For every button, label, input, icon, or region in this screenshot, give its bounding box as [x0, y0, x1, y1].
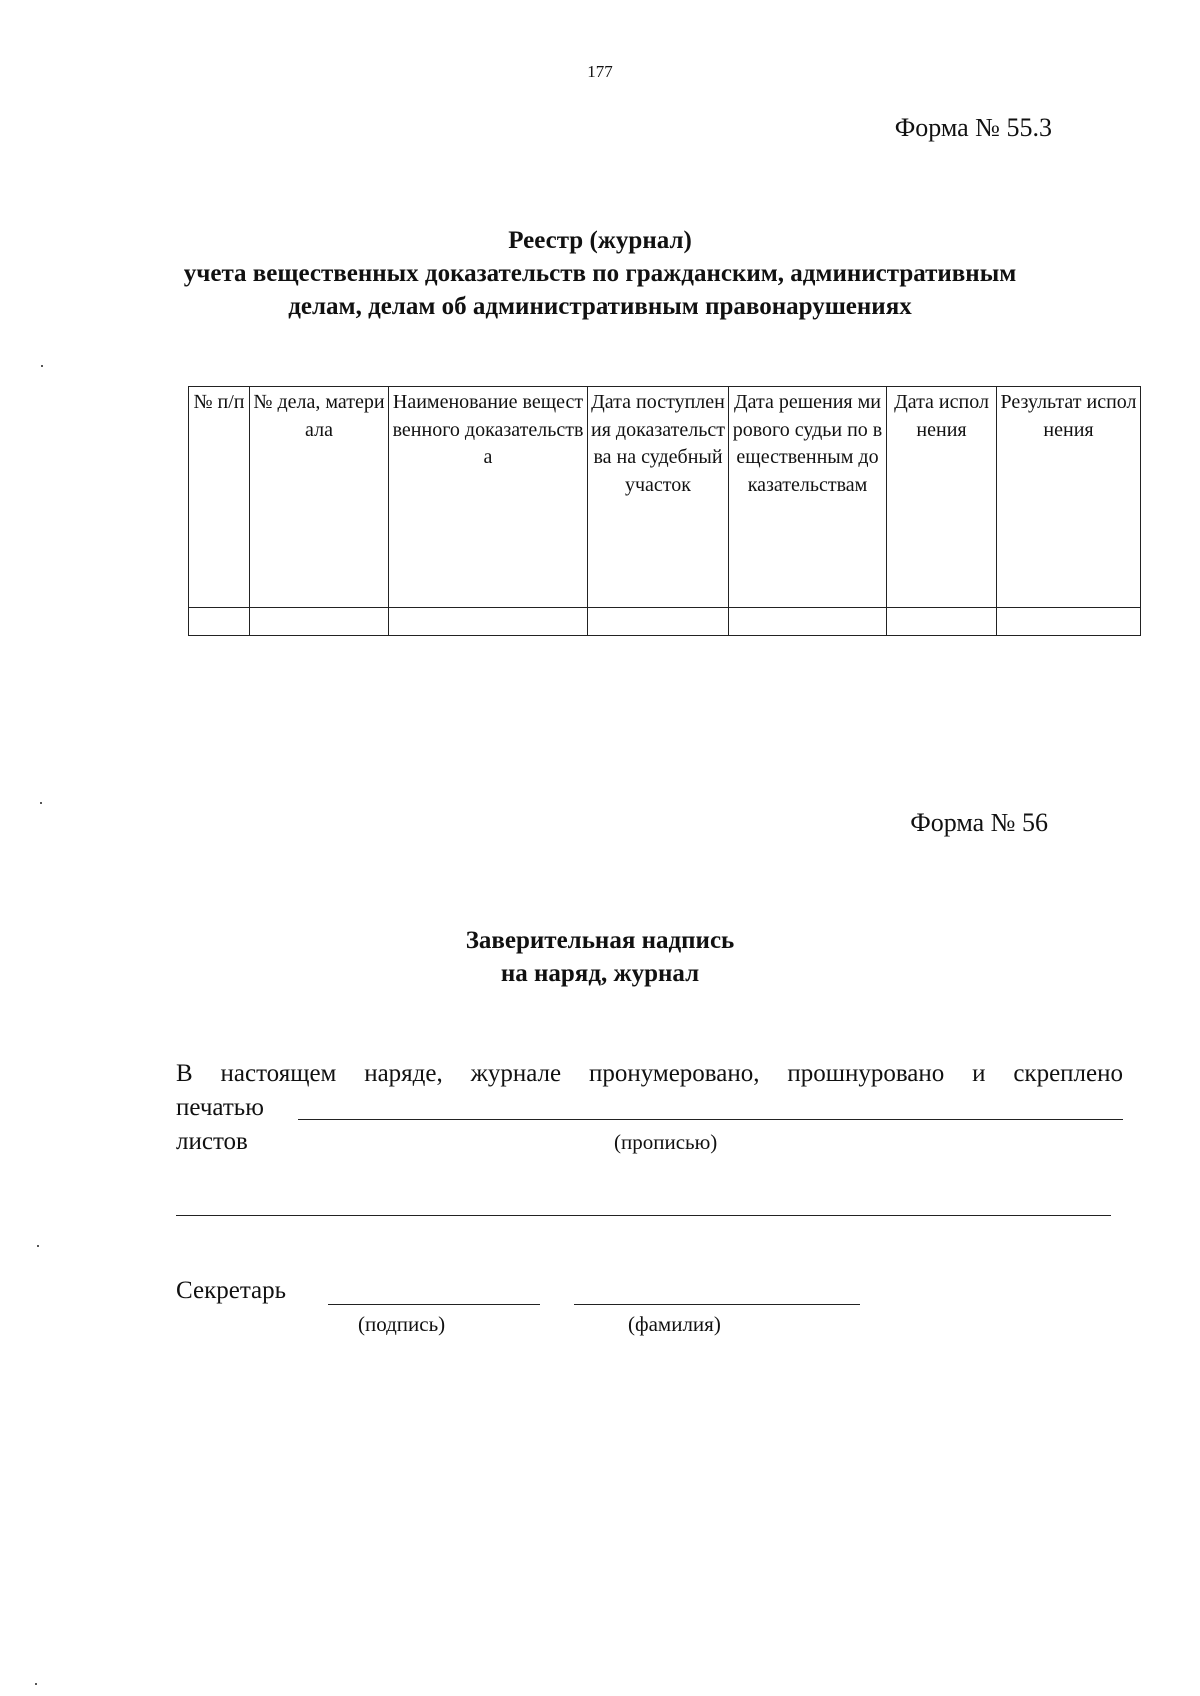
certification-title-line-1: Заверительная надпись — [465, 927, 735, 954]
register-title-line-1: Реестр (журнал) — [508, 227, 692, 254]
certification-title-line-2: на наряд, журнал — [500, 960, 700, 987]
page-number: 177 — [587, 62, 613, 81]
table-cell — [729, 608, 887, 636]
sheet-count-line — [298, 1119, 1123, 1120]
sheet-count-hint: (прописью) — [614, 1130, 718, 1154]
signature-line — [328, 1304, 540, 1305]
surname-hint: (фамилия) — [628, 1312, 721, 1336]
certification-title — [0, 924, 1200, 990]
register-title-line-2: учета вещественных доказательств по гражданским, административным — [183, 260, 1017, 287]
table-cell — [997, 608, 1141, 636]
table-cell — [189, 608, 250, 636]
blank-continuation-line — [176, 1215, 1111, 1216]
column-header-number: № п/п — [189, 387, 250, 608]
register-title-line-3: делам, делам об административным правонарушениях — [288, 293, 912, 320]
certification-text-line-3: листов — [176, 1128, 248, 1155]
table-cell — [887, 608, 997, 636]
column-header-evidence-name: Наименование вещественного доказательства — [389, 387, 588, 608]
scan-speck — [40, 802, 42, 804]
table-header-row — [189, 387, 1141, 608]
table-row — [189, 608, 1141, 636]
table-cell — [588, 608, 729, 636]
column-header-execution-date: Дата исполнения — [887, 387, 997, 608]
table-cell — [250, 608, 389, 636]
column-header-case-number: № дела, материала — [250, 387, 389, 608]
column-header-decision-date: Дата решения мирового судьи по вещественным доказательствам — [729, 387, 887, 608]
table-cell — [389, 608, 588, 636]
surname-line — [574, 1304, 860, 1305]
form-55-3-label: Форма № 55.3 — [894, 113, 1052, 142]
scan-speck — [35, 1683, 37, 1685]
register-title — [0, 224, 1200, 323]
column-header-execution-result: Результат исполнения — [997, 387, 1141, 608]
secretary-label: Секретарь — [176, 1277, 287, 1304]
scan-speck — [37, 1245, 39, 1247]
certification-text-line-2: печатью — [176, 1094, 264, 1121]
signature-hint: (подпись) — [358, 1312, 446, 1336]
form-56-label: Форма № 56 — [910, 808, 1048, 837]
scan-speck — [41, 365, 43, 367]
evidence-register-table — [188, 386, 1141, 636]
certification-text-line-1: В настоящем наряде, журнале пронумеровано, прошнуровано и скреплено — [176, 1060, 1123, 1087]
column-header-receipt-date: Дата поступления доказательства на судебный участок — [588, 387, 729, 608]
